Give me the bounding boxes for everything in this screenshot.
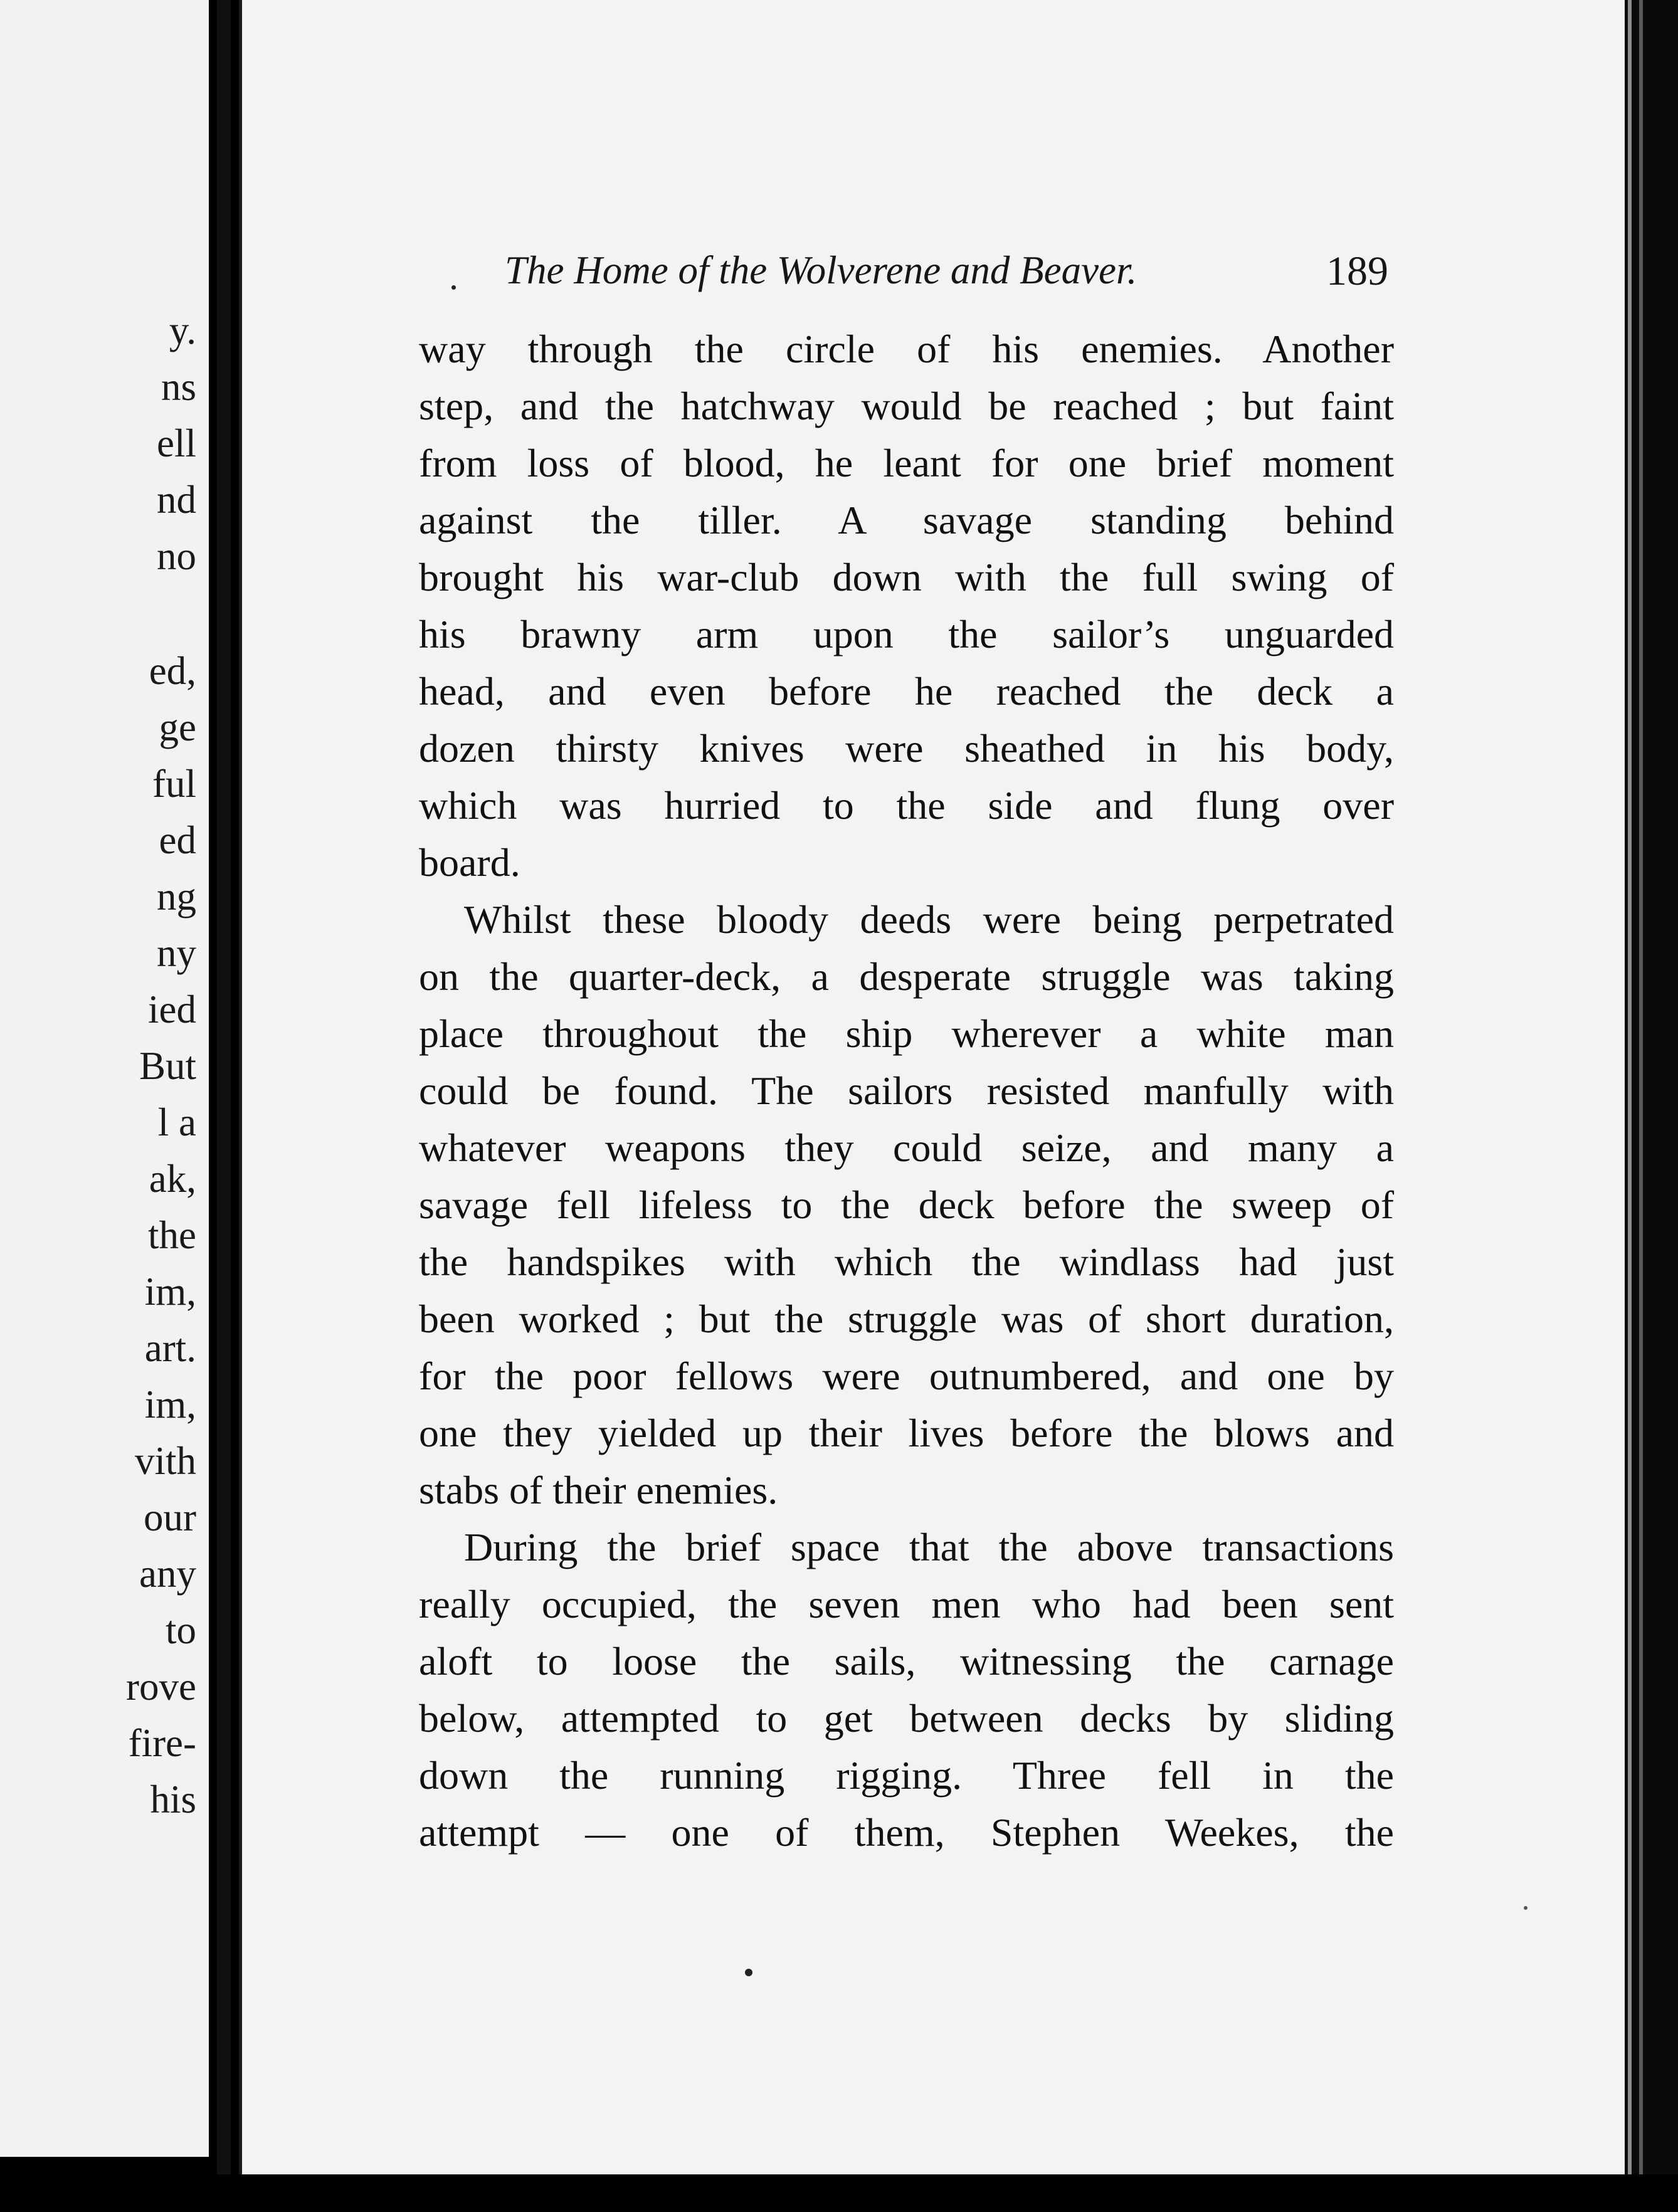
facing-page-fragment: ns: [161, 365, 196, 409]
facing-page-fragment: any: [139, 1552, 196, 1596]
text-line: been worked ; but the struggle was of short duration,: [419, 1297, 1394, 1341]
facing-page-fragment: ful: [152, 762, 196, 806]
page-edge-line: [1628, 0, 1632, 2182]
scan-bottom-border: [0, 2174, 1678, 2212]
facing-page-fragment: ny: [157, 931, 196, 975]
facing-page-fragment: ied: [148, 988, 196, 1031]
facing-page-fragment: y.: [169, 308, 196, 352]
page-stack-edge: [1625, 0, 1678, 2212]
facing-page-fragment: im,: [144, 1382, 196, 1426]
text-line: below, attempted to get between decks by sliding: [419, 1696, 1394, 1741]
facing-page-fragment: fire-: [128, 1721, 196, 1765]
text-line: place throughout the ship wherever a white man: [419, 1011, 1394, 1056]
facing-page-fragment: the: [148, 1213, 196, 1257]
text-line: the handspikes with which the windlass had just: [419, 1240, 1394, 1284]
paragraph-first-line: Whilst these bloody deeds were being perpetrated: [464, 897, 1394, 942]
facing-page-fragment: nd: [157, 478, 196, 522]
facing-page-fragment: ell: [157, 421, 196, 465]
text-line: step, and the hatchway would be reached ; but faint: [419, 384, 1394, 428]
facing-page: [0, 0, 209, 2157]
text-line: stabs of their enemies.: [419, 1468, 778, 1512]
facing-page-fragment: ed: [159, 818, 196, 862]
text-line: whatever weapons they could seize, and many a: [419, 1125, 1394, 1170]
facing-page-fragment: to: [165, 1608, 196, 1652]
text-line: board.: [419, 840, 520, 885]
text-line: one they yielded up their lives before the blows and: [419, 1411, 1394, 1455]
page-edge-line: [1639, 0, 1643, 2182]
facing-page-fragment: our: [144, 1495, 196, 1539]
text-line: could be found. The sailors resisted manfully with: [419, 1068, 1394, 1113]
text-line: on the quarter-deck, a desperate struggle was taking: [419, 954, 1394, 999]
text-line: dozen thirsty knives were sheathed in his body,: [419, 726, 1394, 771]
text-line: for the poor fellows were outnumbered, and one by: [419, 1354, 1394, 1398]
text-line: way through the circle of his enemies. Another: [419, 327, 1394, 371]
scan-speck: [451, 285, 456, 290]
text-line: savage fell lifeless to the deck before the sweep of: [419, 1182, 1394, 1227]
text-line: his brawny arm upon the sailor’s unguarded: [419, 612, 1394, 656]
text-line: really occupied, the seven men who had been sent: [419, 1582, 1394, 1626]
facing-page-fragment: no: [157, 534, 196, 578]
scan-speck: [745, 1969, 752, 1976]
facing-page-fragment: ed,: [149, 649, 196, 693]
facing-page-fragment: vith: [134, 1439, 196, 1483]
text-line: brought his war-club down with the full swing of: [419, 555, 1394, 599]
facing-page-fragment: But: [139, 1044, 196, 1088]
scan-speck: [1524, 1906, 1528, 1910]
facing-page-fragment: ge: [159, 705, 196, 749]
text-line: down the running rigging. Three fell in the: [419, 1753, 1394, 1798]
facing-page-fragment: art.: [144, 1326, 196, 1370]
facing-page-fragment: rove: [126, 1665, 196, 1709]
text-line: attempt — one of them, Stephen Weekes, the: [419, 1810, 1394, 1855]
facing-page-fragment: l a: [157, 1100, 196, 1144]
text-line: aloft to loose the sails, witnessing the carnage: [419, 1639, 1394, 1683]
text-line: from loss of blood, he leant for one brief moment: [419, 441, 1394, 485]
running-head: The Home of the Wolverene and Beaver.: [505, 248, 1137, 292]
facing-page-fragment: ng: [157, 875, 196, 919]
page-number: 189: [1326, 248, 1388, 294]
gutter-shadow: [217, 0, 231, 2212]
text-line: against the tiller. A savage standing behind: [419, 498, 1394, 542]
facing-page-fragment: ak,: [149, 1157, 196, 1201]
text-line: head, and even before he reached the deck a: [419, 669, 1394, 714]
facing-page-fragment: his: [150, 1778, 196, 1821]
facing-page-fragment: im,: [144, 1270, 196, 1314]
paragraph-first-line: During the brief space that the above transactions: [464, 1525, 1394, 1569]
text-line: which was hurried to the side and flung over: [419, 783, 1394, 828]
